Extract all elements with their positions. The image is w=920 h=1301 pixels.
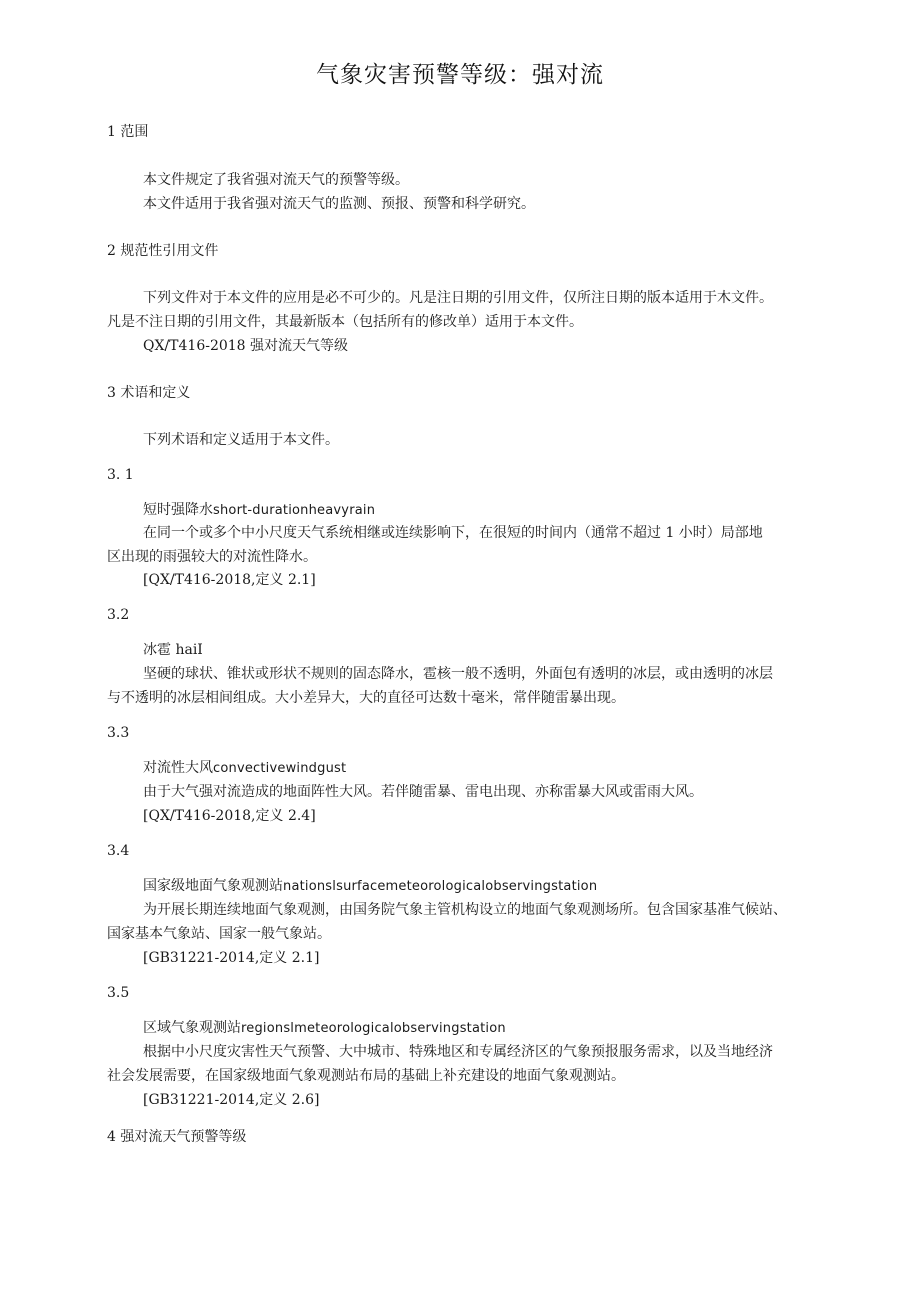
term-1-definition-line-1: 在同一个或多个中小尺度天气系统相继或连续影响下，在很短的时间内（通常不超过 1 小时）局部地 (143, 525, 763, 541)
term-3-definition-line-1: 由于大气强对流造成的地面阵性大风。若伴随雷暴、雷电出现、亦称雷暴大风或雷雨大风。 (143, 784, 703, 800)
term-2-definition-line-2: 与不透明的冰层相间组成。大小差异大，大的直径可达数十毫米，常伴随雷暴出现。 (107, 690, 625, 706)
term-4-english: nationslsurfacemeteorologicalobservingstation (283, 879, 598, 894)
term-4-chinese: 国家级地面气象观测站 (143, 878, 283, 894)
section-2-reference: QX/T416-2018 强对流天气等级 (143, 338, 349, 354)
term-4-number: 3.4 (107, 843, 130, 859)
term-3-title (143, 758, 346, 779)
term-5-definition-line-1: 根据中小尺度灾害性天气预警、大中城市、特殊地区和专属经济区的气象预报服务需求，以及当地经济 (143, 1044, 773, 1060)
term-2-chinese: 冰雹 (143, 642, 171, 658)
section-2-paragraph-line-2: 凡是不注日期的引用文件，其最新版本（包括所有的修改单）适用于本文件。 (107, 314, 583, 330)
section-1-heading: 1 范围 (107, 124, 149, 140)
section-4-heading: 4 强对流天气预警等级 (107, 1129, 247, 1145)
term-1-source: [QX/T416-2018,定义 2.1] (143, 572, 316, 588)
term-1-number: 3. 1 (107, 467, 134, 483)
section-2-heading: 2 规范性引用文件 (107, 243, 219, 259)
term-3-source: [QX/T416-2018,定义 2.4] (143, 808, 316, 824)
section-1-paragraph-2: 本文件适用于我省强对流天气的监测、预报、预警和科学研究。 (143, 196, 535, 212)
section-3-intro: 下列术语和定义适用于本文件。 (143, 432, 339, 448)
term-1-chinese: 短时强降水 (143, 502, 213, 518)
term-2-title (143, 640, 203, 660)
section-1-paragraph-1: 本文件规定了我省强对流天气的预警等级。 (143, 172, 409, 188)
term-3-number: 3.3 (107, 725, 130, 741)
term-2-number: 3.2 (107, 607, 130, 623)
term-4-source: [GB31221-2014,定义 2.1] (143, 950, 320, 966)
section-3-heading: 3 术语和定义 (107, 385, 191, 401)
term-5-chinese: 区域气象观测站 (143, 1020, 241, 1036)
term-1-definition-line-2: 区出现的雨强较大的对流性降水。 (107, 549, 317, 565)
term-5-definition-line-2: 社会发展需要，在国家级地面气象观测站布局的基础上补充建设的地面气象观测站。 (107, 1068, 625, 1084)
term-5-title (143, 1018, 506, 1039)
term-1-english: short-durationheavyrain (213, 503, 376, 518)
document-title: 气象灾害预警等级：强对流 (316, 62, 604, 88)
term-3-english: convectivewindgust (213, 761, 347, 776)
term-4-definition-line-2: 国家基本气象站、国家一般气象站。 (107, 926, 331, 942)
term-1-title (143, 500, 375, 521)
term-5-source: [GB31221-2014,定义 2.6] (143, 1092, 320, 1108)
term-4-title (143, 876, 597, 897)
term-2-english: haiI (175, 642, 203, 658)
term-5-number: 3.5 (107, 985, 130, 1001)
term-4-definition-line-1: 为开展长期连续地面气象观测，由国务院气象主管机构设立的地面气象观测场所。包含国家基准气候站、 (143, 902, 787, 918)
term-5-english: regionslmeteorologicalobservingstation (241, 1021, 506, 1036)
term-2-definition-line-1: 坚硬的球状、锥状或形状不规则的固态降水，雹核一般不透明，外面包有透明的冰层，或由透明的冰层 (143, 666, 773, 682)
term-3-chinese: 对流性大风 (143, 760, 213, 776)
section-2-paragraph-line-1: 下列文件对于本文件的应用是必不可少的。凡是注日期的引用文件，仅所注日期的版本适用于木文件。 (143, 290, 773, 306)
